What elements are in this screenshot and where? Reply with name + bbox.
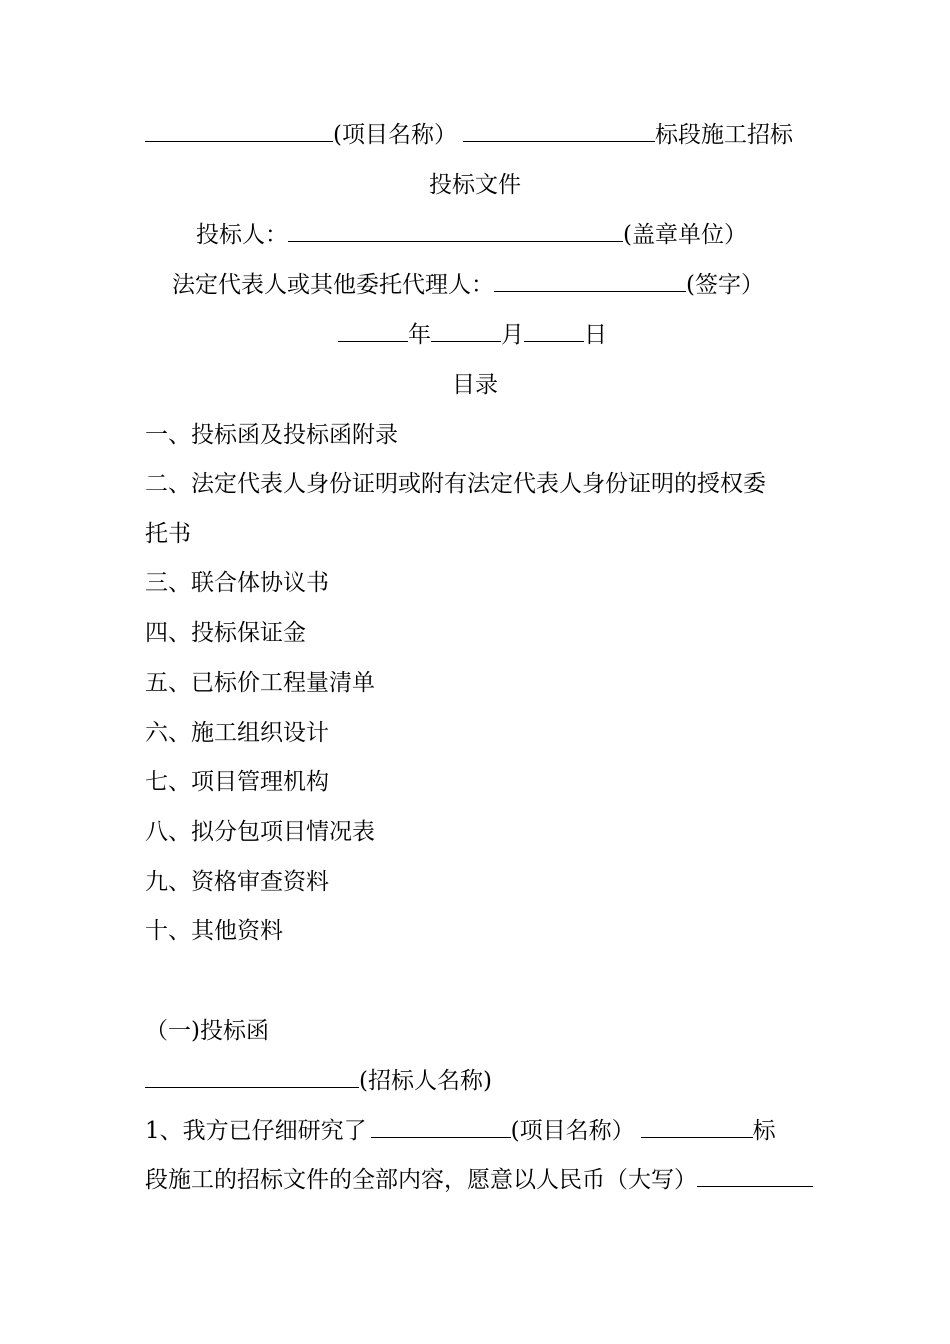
paragraph-1-project-blank xyxy=(371,1117,511,1138)
toc-item: 八、拟分包项目情况表 xyxy=(145,819,375,845)
toc-title: 目录 xyxy=(452,372,498,398)
year-blank xyxy=(338,321,408,342)
recipient-label: (招标人名称) xyxy=(359,1068,492,1094)
section-blank xyxy=(463,121,655,142)
toc-item: 四、投标保证金 xyxy=(145,620,306,646)
paragraph-1-line-1 xyxy=(145,1116,776,1146)
paragraph-1-project-label: (项目名称） xyxy=(510,1118,635,1144)
paragraph-1-line-2 xyxy=(145,1165,813,1195)
recipient-line xyxy=(145,1066,492,1096)
toc-item: 九、资格审查资料 xyxy=(145,869,329,895)
toc-item: 二、法定代表人身份证明或附有法定代表人身份证明的授权委 xyxy=(145,471,766,497)
month-blank xyxy=(431,321,501,342)
paragraph-1-intro: 1、我方已仔细研究了 xyxy=(145,1118,367,1144)
toc-item: 五、已标价工程量清单 xyxy=(145,670,375,696)
project-name-label: (项目名称） xyxy=(333,122,457,148)
bidder-seal-label: (盖章单位） xyxy=(623,222,747,248)
toc-item: 十、其他资料 xyxy=(145,918,283,944)
toc-item: 三、联合体协议书 xyxy=(145,570,329,596)
toc-item: 六、施工组织设计 xyxy=(145,720,329,746)
representative-blank xyxy=(494,271,686,292)
day-label: 日 xyxy=(584,322,607,348)
toc-item: 七、项目管理机构 xyxy=(145,769,329,795)
paragraph-1-section-suffix: 标 xyxy=(752,1118,776,1144)
representative-label: 法定代表人或其他委托代理人： xyxy=(172,272,494,298)
representative-line xyxy=(172,270,764,300)
project-name-blank xyxy=(145,121,333,142)
bidder-blank xyxy=(288,221,623,242)
representative-sign-label: (签字） xyxy=(686,272,764,298)
recipient-blank xyxy=(145,1067,359,1088)
year-label: 年 xyxy=(408,322,431,348)
bidder-line xyxy=(196,220,747,250)
section-suffix: 标段施工招标 xyxy=(654,122,793,148)
month-label: 月 xyxy=(501,322,524,348)
bidder-label: 投标人： xyxy=(196,222,288,248)
paragraph-1-text: 段施工的招标文件的全部内容，愿意以人民币（大写） xyxy=(145,1167,697,1193)
day-blank xyxy=(524,321,584,342)
date-line xyxy=(338,320,607,350)
amount-blank xyxy=(697,1166,813,1187)
letter-heading: （一)投标函 xyxy=(145,1018,269,1044)
paragraph-1-section-blank xyxy=(641,1117,753,1138)
title-line-1 xyxy=(145,120,793,150)
toc-item: 托书 xyxy=(145,521,191,547)
toc-item: 一、投标函及投标函附录 xyxy=(145,422,398,448)
doc-title: 投标文件 xyxy=(429,172,521,198)
